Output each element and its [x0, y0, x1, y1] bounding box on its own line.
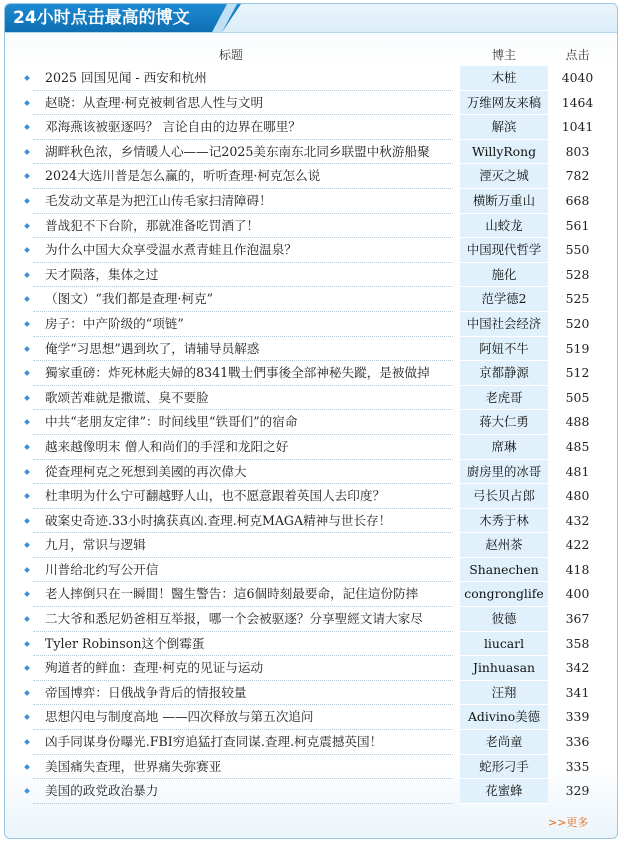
post-author-link[interactable]: congronglife: [460, 582, 548, 607]
list-item: [5, 730, 617, 755]
post-author-link[interactable]: 横断万重山: [460, 189, 548, 214]
list-item: [5, 386, 617, 411]
post-author-link[interactable]: 木秀于林: [460, 509, 548, 534]
post-title-link[interactable]: 俺学“习思想”遇到坎了，请辅导员解惑: [45, 340, 260, 356]
bullet-icon: [24, 321, 30, 327]
bullet-icon: [24, 592, 30, 598]
list-item: [5, 533, 617, 558]
post-click-count: 335: [565, 758, 590, 774]
bullet-icon: [24, 75, 30, 81]
post-title-link[interactable]: 杜聿明为什么宁可翻越野人山，也不愿意跟着英国人去印度？: [45, 488, 386, 504]
post-click-count: 336: [565, 734, 590, 750]
post-author-link[interactable]: 范学德2: [460, 287, 548, 312]
post-title-link[interactable]: 帝国博弈：日俄战争背后的情报较量: [45, 684, 247, 700]
list-item: [5, 312, 617, 337]
post-author-link[interactable]: WillyRong: [460, 140, 548, 165]
post-author-link[interactable]: 中国现代哲学: [460, 238, 548, 263]
post-author-link[interactable]: 施化: [460, 263, 548, 288]
post-title-link[interactable]: 邓海燕该被驱逐吗？ 言论自由的边界在哪里？: [45, 119, 301, 135]
post-author-link[interactable]: 阿妞不牛: [460, 337, 548, 362]
list-item: [5, 140, 617, 165]
post-click-count: 803: [565, 143, 590, 159]
post-click-count: 422: [565, 537, 590, 553]
post-title-link[interactable]: 房子：中产阶级的“项链”: [45, 315, 184, 331]
list-item: [5, 91, 617, 116]
bullet-icon: [24, 469, 30, 475]
post-title-link[interactable]: 美国痛失查理，世界痛失弥赛亚: [45, 758, 222, 774]
post-title-link[interactable]: 歌颂苦难就是撒谎、臭不要脸: [45, 389, 209, 405]
post-author-link[interactable]: 汪翔: [460, 681, 548, 706]
list-item: [5, 164, 617, 189]
post-author-link[interactable]: 席琳: [460, 435, 548, 460]
post-title-link[interactable]: 越来越像明末 僧人和尚们的手淫和龙阳之好: [45, 438, 289, 454]
list-item: [5, 214, 617, 239]
post-click-count: 1464: [561, 94, 594, 110]
post-click-count: 525: [565, 291, 590, 307]
post-author-link[interactable]: 京都静源: [460, 361, 548, 386]
post-author-link[interactable]: Shanechen: [460, 558, 548, 583]
list-item: [5, 263, 617, 288]
bullet-icon: [24, 297, 30, 303]
post-title-link[interactable]: Tyler Robinson这个倒霉蛋: [45, 635, 205, 651]
bullet-icon: [24, 124, 30, 130]
list-item: [5, 705, 617, 730]
post-click-count: 519: [565, 340, 590, 356]
bullet-icon: [24, 223, 30, 229]
post-click-count: 520: [565, 315, 590, 331]
post-click-count: 4040: [561, 70, 594, 85]
list-item: [5, 509, 617, 534]
more-link[interactable]: >>更多: [548, 816, 589, 829]
panel-header: [5, 4, 617, 33]
post-title-link[interactable]: 九月，常识与逻辑: [45, 537, 146, 553]
bullet-icon: [24, 542, 30, 548]
post-author-link[interactable]: 解滨: [460, 115, 548, 140]
bullet-icon: [24, 419, 30, 425]
post-click-count: 550: [565, 242, 590, 258]
post-title-link[interactable]: 为什么中国大众享受温水煮青蛙且作泡温泉？: [45, 242, 297, 258]
post-click-count: 432: [565, 512, 590, 528]
post-author-link[interactable]: 赵州茶: [460, 533, 548, 558]
post-click-count: 488: [565, 414, 590, 430]
post-list: [5, 66, 617, 804]
list-item: [5, 189, 617, 214]
bullet-icon: [24, 739, 30, 745]
post-title-link[interactable]: 2024大选川普是怎么赢的，听听查理·柯克怎么说: [45, 168, 321, 184]
post-title-link[interactable]: 思想闪电与制度高地 ——四次释放与第五次追问: [45, 709, 314, 725]
post-click-count: 561: [565, 217, 590, 233]
list-item: [5, 755, 617, 780]
list-item: [5, 484, 617, 509]
list-item: [5, 779, 617, 804]
post-title-link[interactable]: 美国的政党政治暴力: [45, 783, 159, 799]
bullet-icon: [24, 788, 30, 794]
post-author-link[interactable]: Jinhuasan: [460, 656, 548, 681]
post-author-link[interactable]: 弓长贝占郎: [460, 484, 548, 509]
list-item: [5, 361, 617, 386]
post-click-count: 418: [565, 561, 590, 577]
post-author-link[interactable]: 万维网友来稿: [460, 91, 548, 116]
bullet-icon: [24, 665, 30, 671]
list-item: [5, 632, 617, 657]
post-title-link[interactable]: 川普给北约写公开信: [45, 561, 159, 577]
post-author-link[interactable]: 蒋大仁勇: [460, 410, 548, 435]
post-click-count: 367: [565, 611, 590, 627]
post-title-link[interactable]: 獨家重磅：炸死林彪夫婦的8341戰士們事後全部神秘失蹤，是被做掉: [45, 365, 430, 381]
bullet-icon: [24, 764, 30, 770]
post-author-link[interactable]: 山蛟龙: [460, 214, 548, 239]
post-title-link[interactable]: 老人摔倒只在一瞬間！醫生警告：這6個時刻最要命，記住這份防摔: [45, 586, 419, 602]
column-header-author: 博主: [491, 48, 516, 62]
list-item: [5, 115, 617, 140]
list-item: [5, 66, 617, 91]
bullet-icon: [24, 493, 30, 499]
bullet-icon: [24, 715, 30, 721]
bullet-icon: [24, 100, 30, 106]
post-title-link[interactable]: 2025 回国见闻 - 西安和杭州: [45, 70, 207, 85]
top-posts-panel: [4, 3, 618, 839]
post-title-link[interactable]: 殉道者的鲜血：查理·柯克的见证与运动: [45, 660, 264, 676]
post-author-link[interactable]: 彼德: [460, 607, 548, 632]
post-click-count: 512: [565, 365, 590, 381]
post-click-count: 1041: [561, 119, 594, 135]
post-title-link[interactable]: 普战犯不下台阶，那就准备吃罚酒了！: [45, 217, 260, 233]
list-item: [5, 681, 617, 706]
bullet-icon: [24, 149, 30, 155]
post-author-link[interactable]: liucarl: [460, 632, 548, 657]
list-item: [5, 287, 617, 312]
bullet-icon: [24, 346, 30, 352]
post-author-link[interactable]: 蛇形刁手: [460, 755, 548, 780]
list-item: [5, 435, 617, 460]
post-title-link[interactable]: （图文）“我们都是查理·柯克”: [45, 291, 214, 307]
post-click-count: 342: [565, 660, 590, 676]
post-author-link[interactable]: 老尚童: [460, 730, 548, 755]
post-author-link[interactable]: 木桩: [460, 66, 548, 91]
bullet-icon: [24, 444, 30, 450]
post-click-count: 341: [565, 684, 590, 700]
post-title-link[interactable]: 赵晓：从查理·柯克被刺省思人性与文明: [45, 94, 264, 110]
post-author-link[interactable]: 花蜜蜂: [460, 779, 548, 804]
post-click-count: 528: [565, 266, 590, 282]
post-click-count: 358: [565, 635, 590, 651]
post-author-link[interactable]: Adivino美德: [460, 705, 548, 730]
post-title-link[interactable]: 湖畔秋色浓，乡情暖人心——记2025美东南东北同乡联盟中秋游船聚: [45, 143, 430, 159]
bullet-icon: [24, 198, 30, 204]
column-header-title: 标题: [218, 48, 243, 62]
list-item: [5, 607, 617, 632]
table-header: [5, 44, 617, 64]
bullet-icon: [24, 272, 30, 278]
post-author-link[interactable]: 廚房里的冰哥: [460, 460, 548, 485]
bullet-icon: [24, 395, 30, 401]
post-click-count: 505: [565, 389, 590, 405]
post-title-link[interactable]: 破案史奇迹.33小时擒获真凶.查理.柯克MAGA精神与世长存！: [45, 512, 392, 528]
bullet-icon: [24, 518, 30, 524]
post-title-link[interactable]: 從查理柯克之死想到美國的再次偉大: [45, 463, 247, 479]
post-title-link[interactable]: 凶手同谋身份曝光.FBI穷追猛打查同谋.查理.柯克震撼英国！: [45, 734, 383, 750]
bullet-icon: [24, 174, 30, 180]
bullet-icon: [24, 370, 30, 376]
post-title-link[interactable]: 毛发动文革是为把江山传毛家扫清障碍！: [45, 192, 272, 208]
post-click-count: 481: [565, 463, 590, 479]
post-click-count: 782: [565, 168, 590, 184]
post-author-link[interactable]: 中国社会经济: [460, 312, 548, 337]
list-item: [5, 410, 617, 435]
post-title-link[interactable]: 中共“老朋友定律”：时间线里“铁哥们”的宿命: [45, 414, 298, 430]
list-item: [5, 337, 617, 362]
post-click-count: 329: [565, 783, 590, 799]
post-click-count: 400: [565, 586, 590, 602]
post-click-count: 480: [565, 488, 590, 504]
bullet-icon: [24, 616, 30, 622]
list-item: [5, 582, 617, 607]
post-title-link[interactable]: 天才陨落，集体之过: [45, 266, 159, 282]
row-separator: [33, 803, 453, 804]
post-author-link[interactable]: 老虎哥: [460, 386, 548, 411]
bullet-icon: [24, 641, 30, 647]
list-item: [5, 460, 617, 485]
bullet-icon: [24, 247, 30, 253]
list-item: [5, 656, 617, 681]
post-author-link[interactable]: 湮灭之城: [460, 164, 548, 189]
list-item: [5, 238, 617, 263]
bullet-icon: [24, 690, 30, 696]
post-title-link[interactable]: 二大爷和悉尼奶爸相互举报，哪一个会被驱逐？分享聖經文请大家尽: [45, 611, 423, 627]
panel-title: 24小时点击最高的博文: [13, 8, 190, 28]
post-click-count: 485: [565, 438, 590, 454]
bullet-icon: [24, 567, 30, 573]
list-item: [5, 558, 617, 583]
post-click-count: 668: [565, 192, 590, 208]
column-header-clicks: 点击: [565, 48, 590, 62]
post-click-count: 339: [565, 709, 590, 725]
